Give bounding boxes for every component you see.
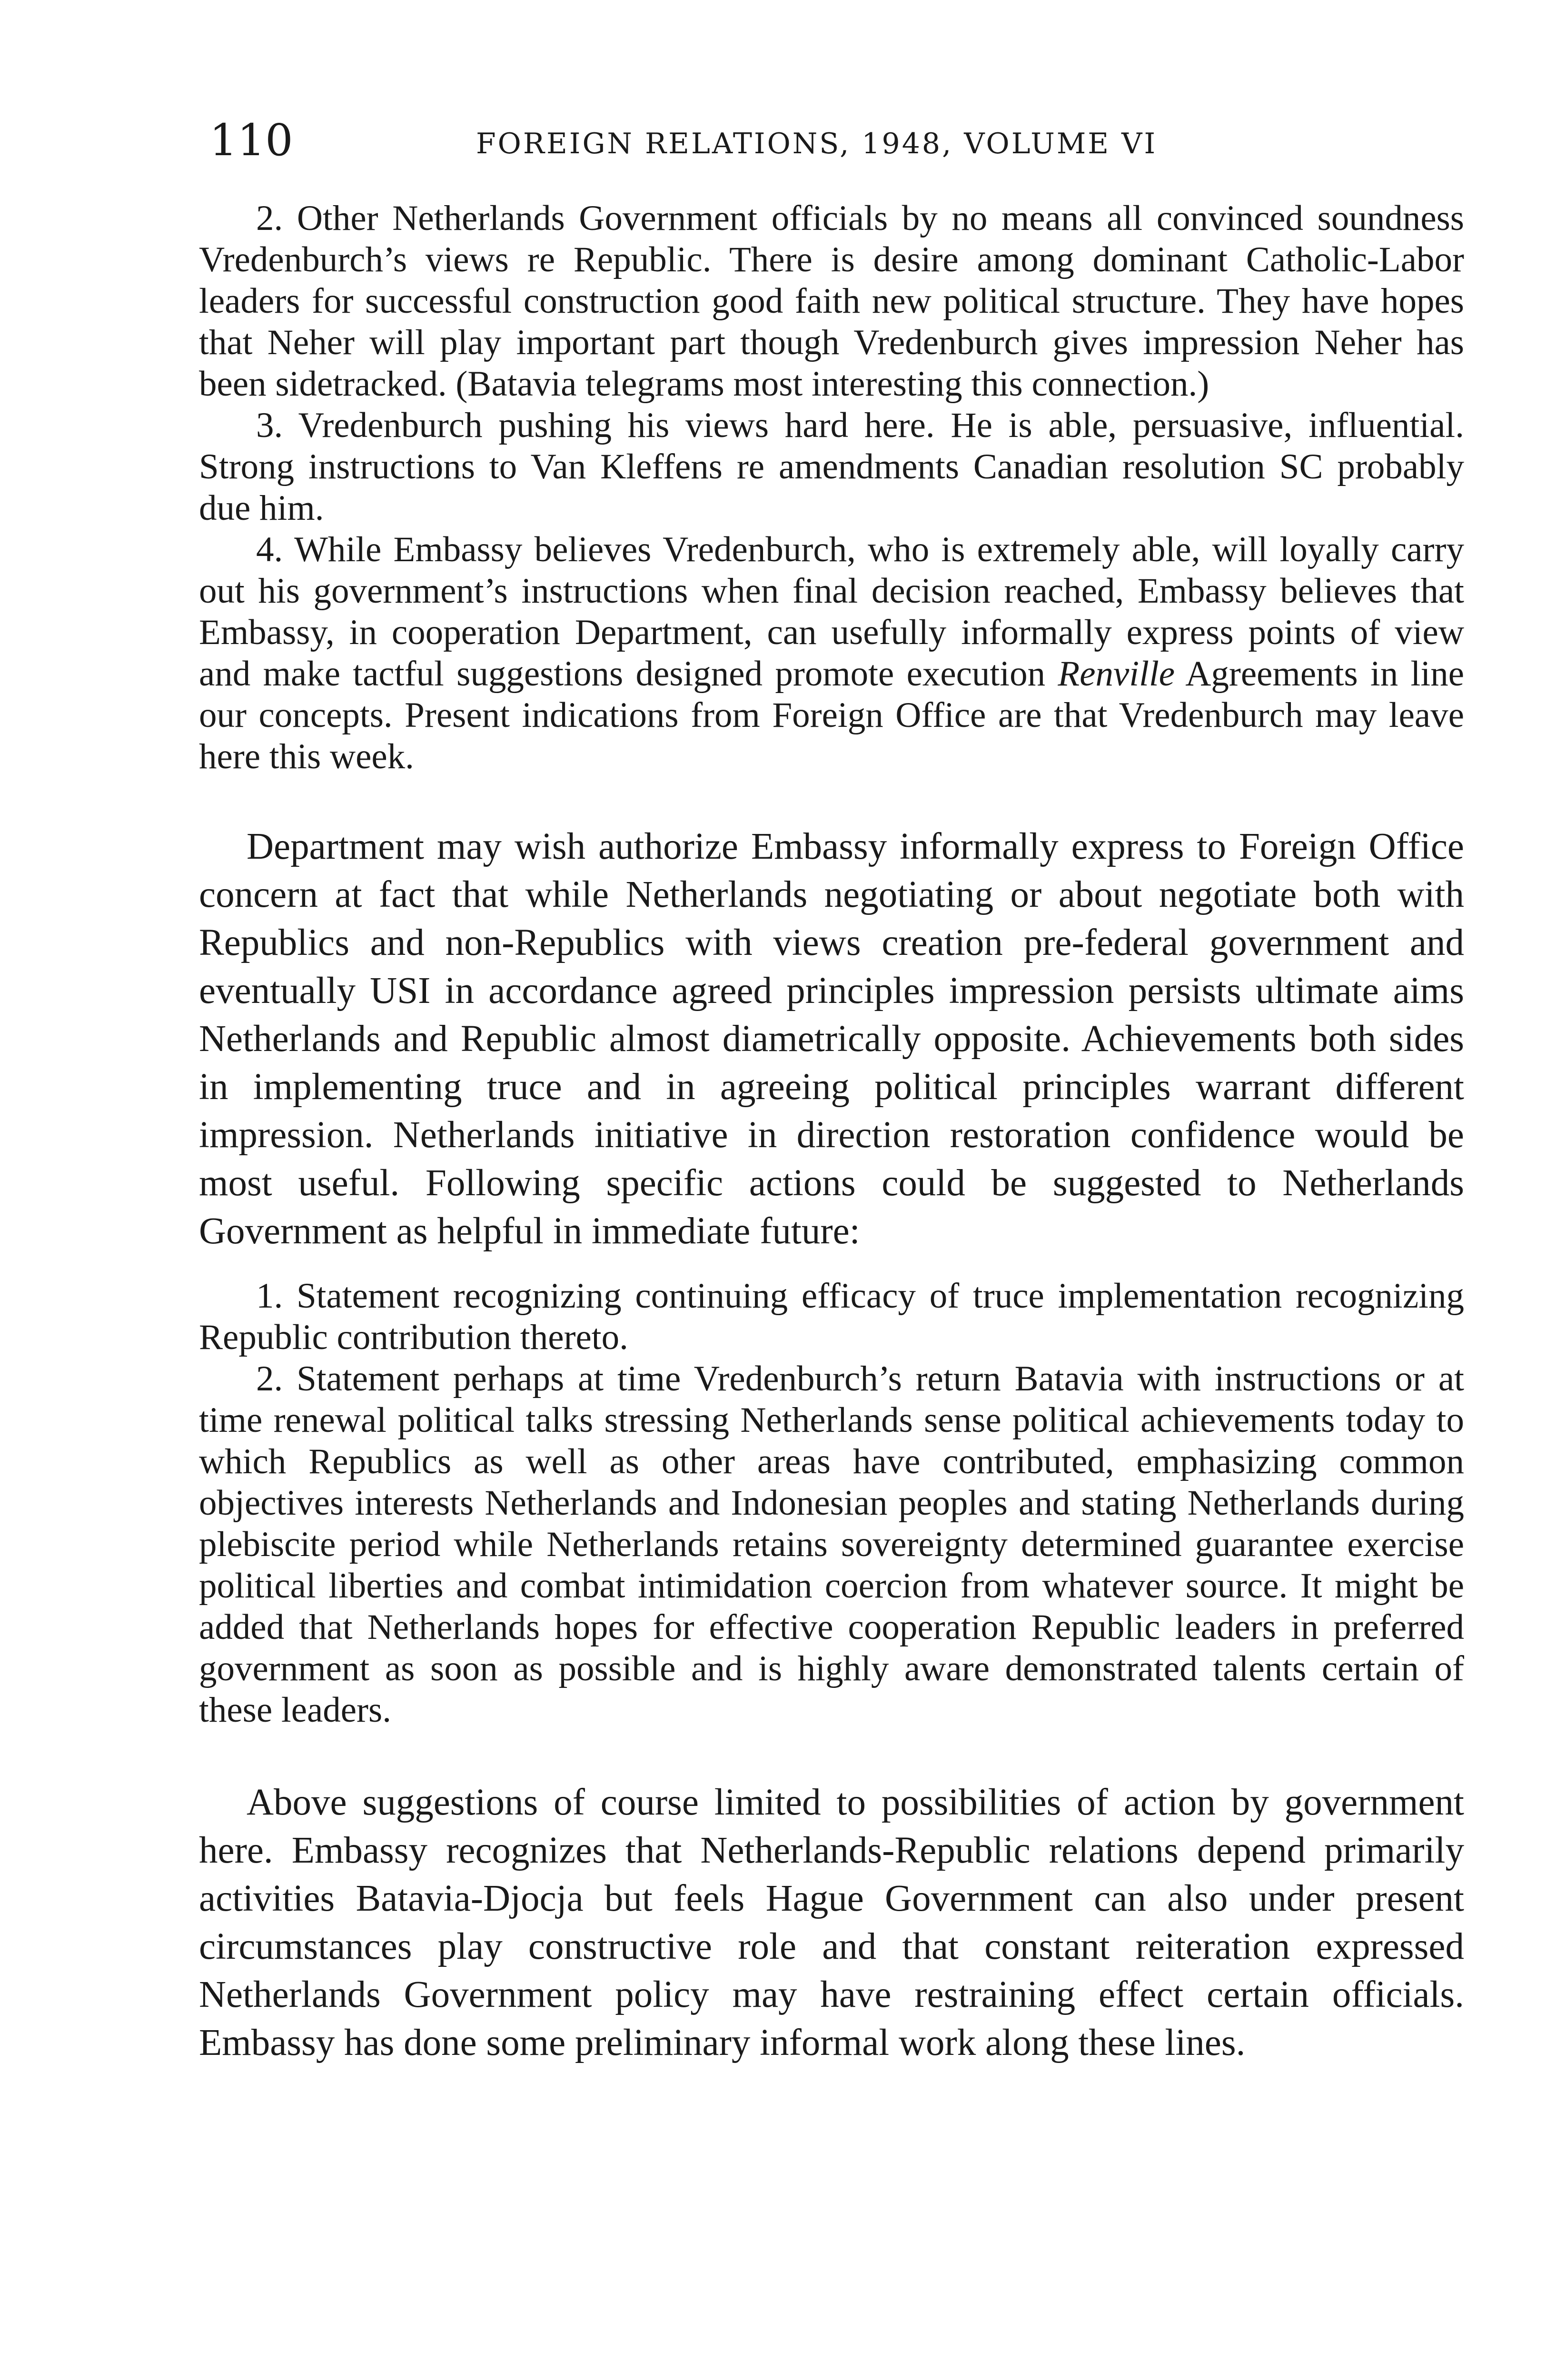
item-4-text-end: Agreements in line our concepts. Present indications from Foreign Office are that Vredenburch may leave here this week. bbox=[199, 654, 1465, 776]
page-body bbox=[199, 198, 1464, 2067]
action-item-1: 1. Statement recognizing continuing efficacy of truce implementation recognizing Republic contribution thereto. bbox=[199, 1276, 1464, 1357]
paragraph-text: Department may wish authorize Embassy informally express to Foreign Office concern at fact that while Netherlands negotiating or about negotiate both with Republics and non-Republics with views creation pre-federal government and eventually USI in accordance agreed principles impression persists ultimate aims Netherlands and Republic almost diametrically opposite. Achievements both sides in implementing truce and in agreeing political principles warrant different impression. Netherlands initiative in direction restoration confidence would be most useful. Following specific actions could be suggested to Netherlands Government as helpful in immediate future: bbox=[199, 826, 1464, 1252]
numbered-item-3: 3. Vredenburch pushing his views hard here. He is able, persuasive, influential. Strong instructions to Van Kleffens re amendments Canadian resolution SC probably due him. bbox=[199, 406, 1464, 528]
action-item-2: 2. Statement perhaps at time Vredenburch’s return Batavia with instructions or at time renewal political talks stressing Netherlands sense political achievements today to which Republics as well as other areas have contributed, emphasizing common objectives interests Netherlands and Indonesian peoples and stating Netherlands during plebiscite period while Netherlands retains sovereignty determined guarantee exercise political liberties and combat intimidation coercion from whatever source. It might be added that Netherlands hopes for effective cooperation Republic leaders in preferred government as soon as possible and is highly aware demonstrated talents certain of these leaders. bbox=[199, 1359, 1464, 1730]
item-4-text-start: 4. While Embassy believes Vredenburch, who is extremely able, will loyally carry out his government’s instructions when final decision reached, Embassy believes that Embassy, in cooperation Department, can usefully informally express points of view and make tactful suggestions designed promote execution bbox=[199, 530, 1464, 694]
numbered-item-4 bbox=[199, 529, 1464, 777]
body-paragraph-2 bbox=[199, 1778, 1464, 2067]
running-title: FOREIGN RELATIONS, 1948, VOLUME VI bbox=[476, 127, 1158, 160]
suggested-actions-list bbox=[199, 1275, 1464, 1731]
quoted-telegram-section-1 bbox=[199, 198, 1464, 777]
paragraph-text: Above suggestions of course limited to possibilities of action by government here. Embassy recognizes that Netherlands-Republic relations depend primarily activities Batavia-Djocja but feels Hague Government can also under present circumstances play constructive role and that constant reiteration expressed Netherlands Government policy may have restraining effect certain officials. Embassy has done some preliminary informal work along these lines. bbox=[199, 1782, 1464, 2063]
numbered-item-2: 2. Other Netherlands Government officials by no means all convinced soundness Vredenburch’s views re Republic. There is desire among dominant Catholic-Labor leaders for successful construction good faith new political structure. They have hopes that Neher will play important part though Vredenburch gives impression Neher has been sidetracked. (Batavia telegrams most interesting this connection.) bbox=[199, 198, 1464, 404]
page-header bbox=[209, 114, 1219, 167]
renville-italic: Renville bbox=[1058, 654, 1175, 694]
body-paragraph-1 bbox=[199, 823, 1464, 1255]
page-number: 110 bbox=[209, 115, 293, 166]
